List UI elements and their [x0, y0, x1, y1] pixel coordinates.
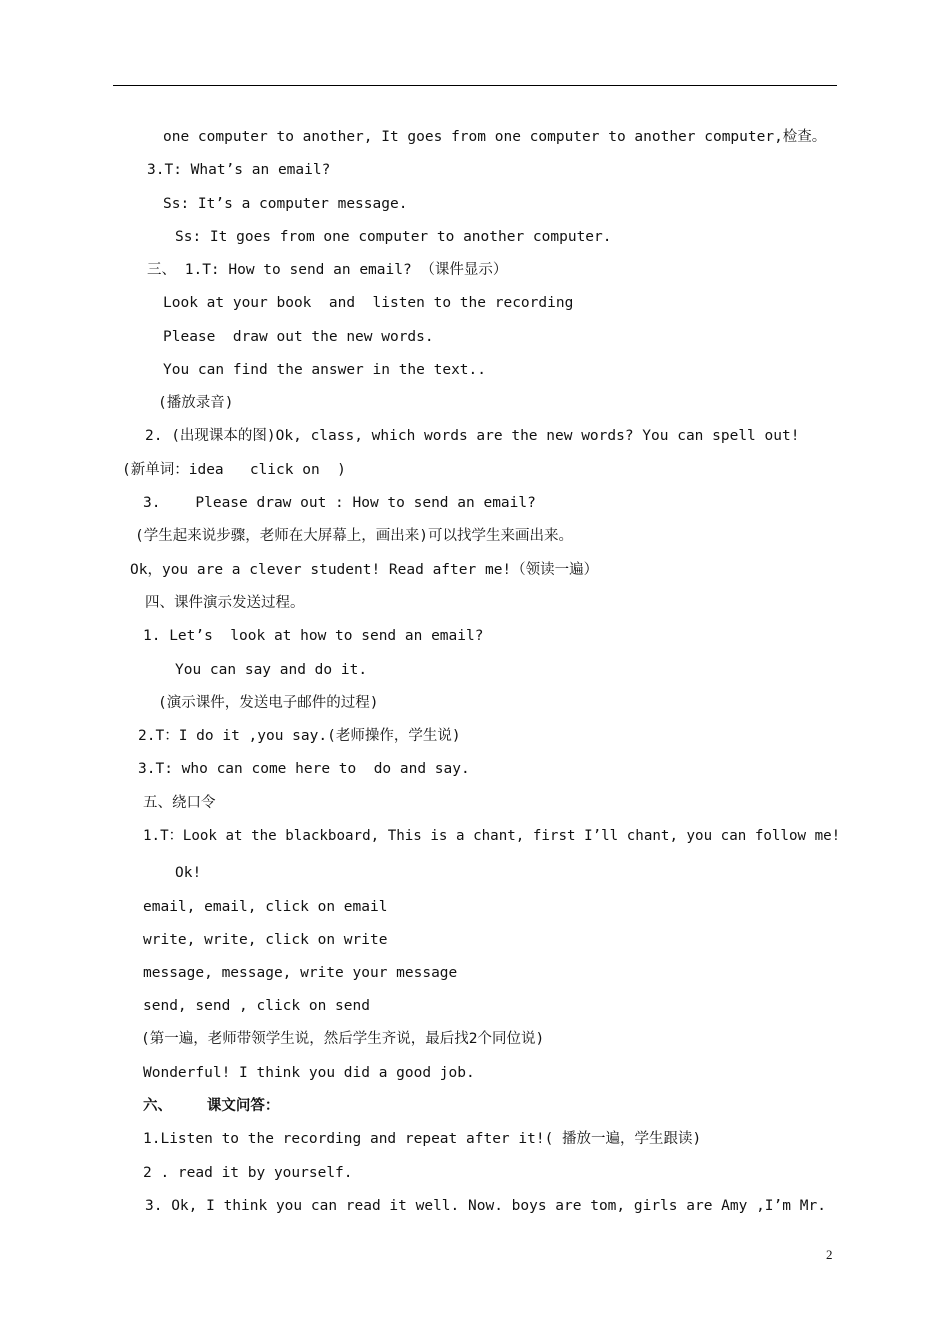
text-line: 3.T: What’s an email?	[147, 162, 331, 178]
text-line: Please draw out the new words.	[163, 329, 434, 345]
text-line: 3. Ok, I think you can read it well. Now. boys are tom, girls are Amy ,I’m Mr.	[145, 1198, 826, 1214]
text-line: (学生起来说步骤，老师在大屏幕上，画出来)可以找学生来画出来。	[135, 528, 573, 544]
text-line: 1.T：Look at the blackboard, This is a chant, first I’ll chant, you can follow me!	[143, 828, 841, 844]
text-line: (新单词：idea click on )	[122, 462, 346, 478]
section-heading: 六、 课文问答：	[143, 1098, 280, 1114]
section-heading: 五、绕口令	[143, 795, 216, 811]
text-line: Look at your book and listen to the recording	[163, 295, 574, 311]
section-heading: 三、 1.T: How to send an email? （课件显示）	[147, 262, 508, 278]
page-number: 2	[826, 1247, 833, 1262]
text-line: (第一遍，老师带领学生说，然后学生齐说，最后找2个同位说)	[141, 1031, 545, 1047]
text-line: 1.Listen to the recording and repeat after it!( 播放一遍，学生跟读)	[143, 1131, 702, 1147]
chant-line: message, message, write your message	[143, 965, 458, 981]
section-heading: 四、课件演示发送过程。	[145, 595, 305, 611]
text-line: 1. Let’s look at how to send an email?	[143, 628, 484, 644]
header-rule	[113, 85, 837, 86]
text-line: Ss: It’s a computer message.	[163, 196, 408, 212]
text-line: 2 . read it by yourself.	[143, 1165, 353, 1181]
chant-line: write, write, click on write	[143, 932, 388, 948]
text-line: 3.T: who can come here to do and say.	[138, 761, 470, 777]
chant-line: email, email, click on email	[143, 899, 388, 915]
text-line: You can say and do it.	[175, 662, 368, 678]
text-line: one computer to another, It goes from one computer to another computer,检查。	[163, 129, 827, 145]
text-line: Ok!	[175, 865, 202, 881]
text-line: Ss: It goes from one computer to another computer.	[175, 229, 612, 245]
text-line: (演示课件，发送电子邮件的过程)	[158, 695, 379, 711]
text-line: 2.T：I do it ,you say.(老师操作，学生说)	[138, 728, 461, 744]
text-line: 3. Please draw out : How to send an email?	[143, 495, 536, 511]
chant-line: send, send , click on send	[143, 998, 370, 1014]
text-line: Ok，you are a clever student! Read after me!（领读一遍）	[130, 562, 599, 578]
text-line: 2. (出现课本的图)Ok, class, which words are the new words? You can spell out!	[145, 428, 800, 444]
text-line: (播放录音)	[158, 395, 234, 411]
text-line: You can find the answer in the text..	[163, 362, 487, 378]
text-line: Wonderful! I think you did a good job.	[143, 1065, 475, 1081]
